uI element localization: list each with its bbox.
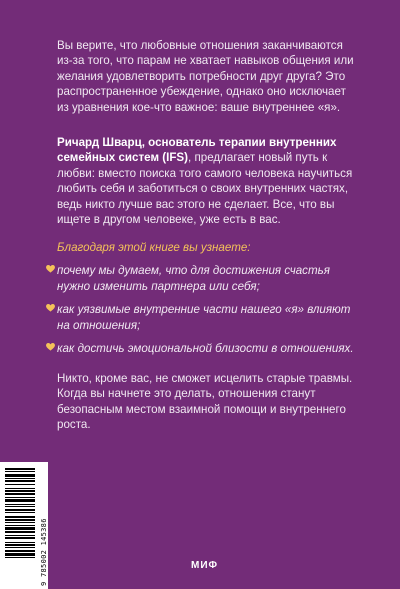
heart-icon [46, 343, 55, 351]
benefit-text: как уязвимые внутренние части нашего «я» влияют на отношения; [57, 303, 351, 332]
benefit-text: как достичь эмоциональной близости в отношениях. [57, 342, 354, 356]
intro-paragraph: Вы верите, что любовные отношения заканчиваются из-за того, что парам не хватает навыков общения или желания удовлетворить потребности друг друга? Это распространенное убеждение, однако оно исключает из уравнения кое-что важное: ваше внутреннее «я». [57, 39, 354, 114]
list-item [57, 263, 357, 294]
heart-icon [46, 304, 55, 312]
closing-paragraph: Никто, кроме вас, не сможет исцелить старые травмы. Когда вы начнете это делать, отношения станут безопасным местом взаимной помощи и внутреннего роста. [57, 372, 353, 432]
publisher-logo: МИФ [191, 560, 219, 571]
list-item [57, 302, 357, 333]
benefit-text: почему мы думаем, что для достижения счастья нужно изменить партнера или себя; [57, 264, 330, 293]
benefits-list [57, 263, 357, 356]
author-description: , предлагает новый путь к любви: вместо поиска того самого человека научиться любить себя и заботиться о своих внутренних частях, ведь никто лучше вас этого не сделает. Все, что вы ищете в другом человеке, уже есть в вас. [57, 151, 353, 227]
author-paragraph [57, 135, 357, 227]
isbn-barcode [0, 462, 48, 589]
list-item [57, 341, 357, 356]
benefits-section [57, 240, 357, 364]
heart-icon [46, 265, 55, 273]
author-name: Ричард Шварц, основатель терапии внутренних семейных систем (IFS) [57, 136, 337, 165]
benefits-title: Благодаря этой книге вы узнаете: [57, 241, 251, 254]
barcode-digits: 9 785002 145386 [40, 518, 48, 586]
